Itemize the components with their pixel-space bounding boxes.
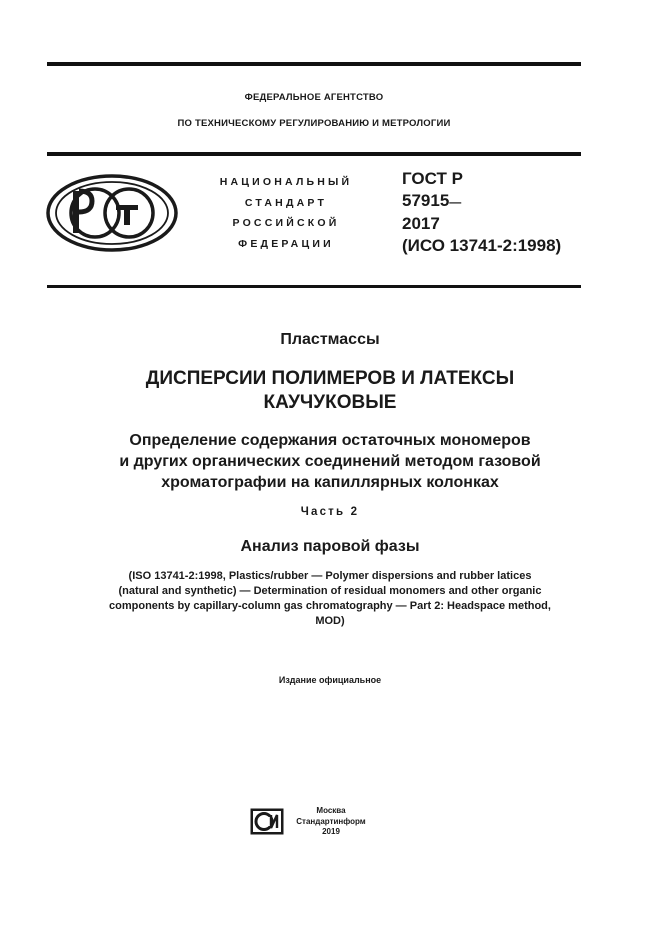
subtitle-line-1: Определение содержания остаточных мономеров [129, 432, 531, 449]
standard-type-line-4: ФЕДЕРАЦИИ [238, 237, 334, 250]
standard-designation [402, 168, 561, 257]
designation-line-1: ГОСТ Р [402, 169, 463, 188]
edition-label: Издание официальное [278, 675, 382, 685]
iso-line-1: (ISO 13741-2:1998, Plastics/rubber — Polymer dispersions and rubber latices [128, 570, 532, 582]
agency-line-1: ФЕДЕРАЛЬНОЕ АГЕНТСТВО [244, 92, 384, 103]
publisher-logo [250, 808, 284, 840]
gost-rst-logo [45, 172, 179, 259]
category: Пластмассы [280, 331, 380, 348]
subtitle-line-2: и других органических соединений методом газовой [119, 453, 541, 470]
title-line-2: КАУЧУКОВЫЕ [263, 392, 397, 413]
designation-dash: — [449, 195, 462, 209]
part-title: Анализ паровой фазы [240, 538, 420, 555]
publisher-name: Стандартинформ [296, 816, 366, 826]
designation-year: 2017 [402, 214, 440, 233]
iso-line-3: components by capillary-column gas chromatography — Part 2: Headspace method, [109, 600, 551, 612]
top-rule [47, 62, 581, 66]
document-title [40, 367, 620, 415]
standard-type-line-1: НАЦИОНАЛЬНЫЙ [219, 176, 353, 188]
designation-iso: (ИСО 13741-2:1998) [402, 236, 562, 255]
designation-number: 57915 [402, 191, 450, 210]
publisher-city: Москва [316, 806, 346, 815]
standard-type-line-3: РОССИЙСКОЙ [232, 217, 340, 229]
designation-rule [47, 285, 581, 288]
publisher-info [288, 806, 374, 838]
subtitle-line-3: хроматографии на капиллярных колонках [161, 474, 499, 491]
agency-line-2: ПО ТЕХНИЧЕСКОМУ РЕГУЛИРОВАНИЮ И МЕТРОЛОГИИ [177, 118, 451, 129]
part-number: Часть 2 [300, 506, 360, 518]
iso-reference [40, 569, 620, 629]
publisher-year: 2019 [322, 827, 340, 836]
header-rule [47, 152, 581, 156]
iso-line-4: MOD) [315, 615, 345, 627]
document-subtitle [40, 430, 620, 493]
standard-type-line-2: СТАНДАРТ [244, 196, 328, 209]
title-line-1: ДИСПЕРСИИ ПОЛИМЕРОВ И ЛАТЕКСЫ [145, 368, 515, 389]
standard-type [196, 172, 376, 254]
iso-line-2: (natural and synthetic) — Determination of residual monomers and other organic [118, 585, 542, 597]
